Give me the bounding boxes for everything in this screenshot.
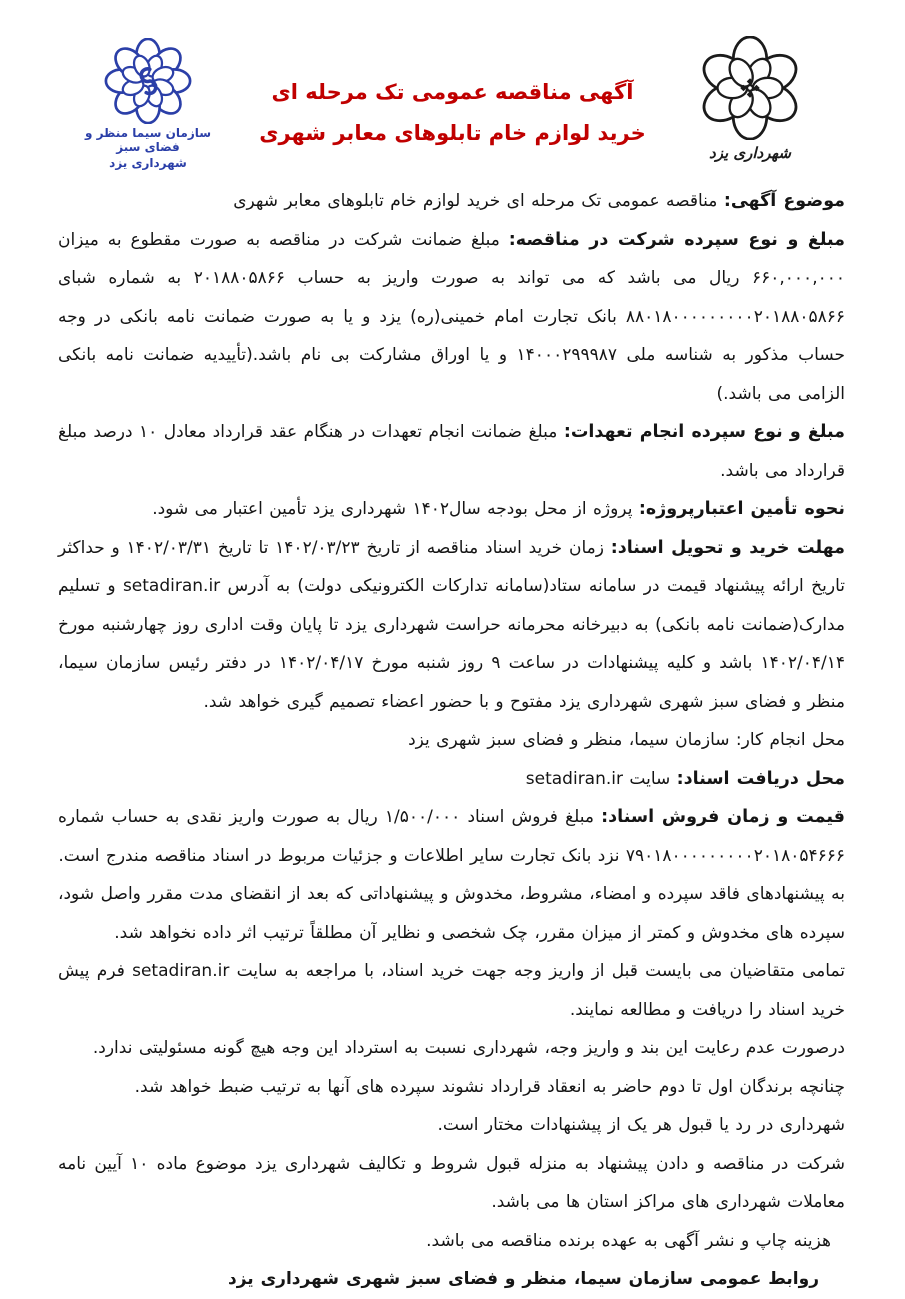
para-performance-deposit: مبلغ و نوع سپرده انجام تعهدات: مبلغ ضمانت انجام تعهدات در هنگام عقد قرارداد معادل ۱۰ درصد مبلغ قرارداد می باشد. bbox=[58, 422, 845, 481]
organization-caption-line1: سازمان سیما منظر و فضای سبز bbox=[84, 126, 212, 154]
para-document-source: محل دریافت اسناد: سایت setadiran.ir bbox=[525, 768, 845, 789]
para-signature: روابط عمومی سازمان سیما، منظر و فضای سبز شهری شهرداری یزد bbox=[227, 1269, 819, 1289]
para-heading: مبلغ و نوع سپرده شرکت در مناقصه: bbox=[508, 229, 845, 250]
para-heading: موضوع آگهی: bbox=[723, 191, 845, 211]
para-invalid-bids: به پیشنهادهای فاقد سپرده و امضاء، مشروط، مخدوش و پیشنهاداتی که بعد از انقضای مدت مقرر واصل شود، سپرده های مخدوش و کمتر از میزان مقرر، چک شخصی و نظایر آن مطلقاً ترتیب اثر داده نخواهد شد. bbox=[58, 884, 845, 943]
notice-body bbox=[58, 182, 845, 1299]
organization-logo bbox=[68, 38, 228, 170]
para-heading: مبلغ و نوع سپرده انجام تعهدات: bbox=[563, 422, 845, 442]
yazd-municipality-caption: شهرداری یزد bbox=[709, 144, 791, 162]
organization-flower-icon bbox=[100, 38, 196, 124]
para-right-to-reject: شهرداری در رد یا قبول هر یک از پیشنهادات مختار است. bbox=[437, 1115, 845, 1135]
para-heading: نحوه تأمین اعتبارپروژه: bbox=[638, 499, 845, 519]
notice-title-line2: خرید لوازم خام تابلوهای معابر شهری bbox=[259, 121, 646, 145]
notice-title-line1: آگهی مناقصه عمومی تک مرحله ای bbox=[271, 80, 634, 104]
para-prepurchase-form: تمامی متقاضیان می بایست قبل از واریز وجه جهت خرید اسناد، با مراجعه به سایت setadiran.ir فرم پیش خرید اسناد را دریافت و مطالعه نمایند. bbox=[58, 961, 845, 1020]
document-header bbox=[0, 0, 905, 190]
yazd-municipality-logo bbox=[675, 36, 825, 162]
para-heading: محل دریافت اسناد: bbox=[676, 768, 845, 789]
yazd-municipality-flower-icon bbox=[691, 36, 809, 140]
organization-caption-line2: شهرداری یزد bbox=[109, 156, 187, 170]
para-subject: موضوع آگهی: مناقصه عمومی تک مرحله ای خرید لوازم خام تابلوهای معابر شهری bbox=[233, 191, 845, 211]
para-no-refund: درصورت عدم رعایت این بند و واریز وجه، شهرداری نسبت به استرداد این وجه هیچ گونه مسئولیتی ندارد. bbox=[92, 1038, 845, 1058]
notice-title bbox=[243, 72, 663, 154]
para-acceptance-of-terms: شرکت در مناقصه و دادن پیشنهاد به منزله قبول شروط و تکالیف شهرداری یزد موضوع ماده ۱۰ آیین نامه معاملات شهرداری های مراکز استان ها می باشد. bbox=[58, 1153, 845, 1212]
para-document-price: قیمت و زمان فروش اسناد: مبلغ فروش اسناد ۱/۵۰۰/۰۰۰ ریال به صورت واریز نقدی به حساب شماره ۷۹۰۱۸۰۰۰۰۰۰۰۰۰۲۰۱۸۰۵۴۶۶۶ نزد بانک تجارت سایر اطلاعات و جزئیات مربوط در اسناد مناقصه مندرج است. bbox=[58, 807, 845, 866]
para-heading: قیمت و زمان فروش اسناد: bbox=[601, 807, 845, 827]
para-bid-deposit: مبلغ و نوع سپرده شرکت در مناقصه: مبلغ ضمانت شرکت در مناقصه به صورت مقطوع به میزان ۶۶۰,۰۰۰,۰۰۰ ریال می باشد که می تواند به صورت واریز به حساب ۲۰۱۸۸۰۵۸۶۶ به شماره شبای ۸۸۰۱۸۰۰۰۰۰۰۰۰۰۲۰۱۸۸۰۵۸۶۶ بانک تجارت امام خمینی(ره) یزد و یا به صورت ضمانت نامه بانکی در وجه حساب مذکور به شناسه ملی ۱۴۰۰۰۲۹۹۹۸۷ و یا اوراق مشارکت بی نام باشد.(تأییدیه ضمانت نامه بانکی الزامی می باشد.) bbox=[58, 229, 845, 404]
para-work-location: محل انجام کار: سازمان سیما، منظر و فضای سبز شهری یزد bbox=[408, 730, 845, 750]
para-advertising-cost: هزینه چاپ و نشر آگهی به عهده برنده مناقصه می باشد. bbox=[426, 1230, 831, 1251]
para-forfeit-deposits: چنانچه برندگان اول تا دوم حاضر به انعقاد قرارداد نشوند سپرده های آنها به ترتیب ضبط خواهد شد. bbox=[134, 1076, 845, 1097]
para-heading: مهلت خرید و تحویل اسناد: bbox=[610, 537, 845, 558]
para-funding: نحوه تأمین اعتبارپروژه: پروژه از محل بودجه سال۱۴۰۲ شهرداری یزد تأمین اعتبار می شود. bbox=[152, 499, 845, 519]
para-deadline: مهلت خرید و تحویل اسناد: زمان خرید اسناد مناقصه از تاریخ ۱۴۰۲/۰۳/۲۳ تا تاریخ ۱۴۰۲/۰۳/۳۱ و حداکثر تاریخ ارائه پیشنهاد قیمت در سامانه ستاد(سامانه تدارکات الکترونیکی دولت) به آدرس setadiran.ir و تسلیم مدارک(ضمانت نامه بانکی) به دبیرخانه محرمانه حراست شهرداری یزد تا پایان وقت اداری روز چهارشنبه مورخ ۱۴۰۲/۰۴/۱۴ باشد و کلیه پیشنهادات در ساعت ۹ روز شنبه مورخ ۱۴۰۲/۰۴/۱۷ در دفتر رئیس سازمان سیما، منظر و فضای سبز شهری شهرداری یزد مفتوح و با حضور اعضاء تصمیم گیری خواهد شد. bbox=[58, 537, 845, 712]
